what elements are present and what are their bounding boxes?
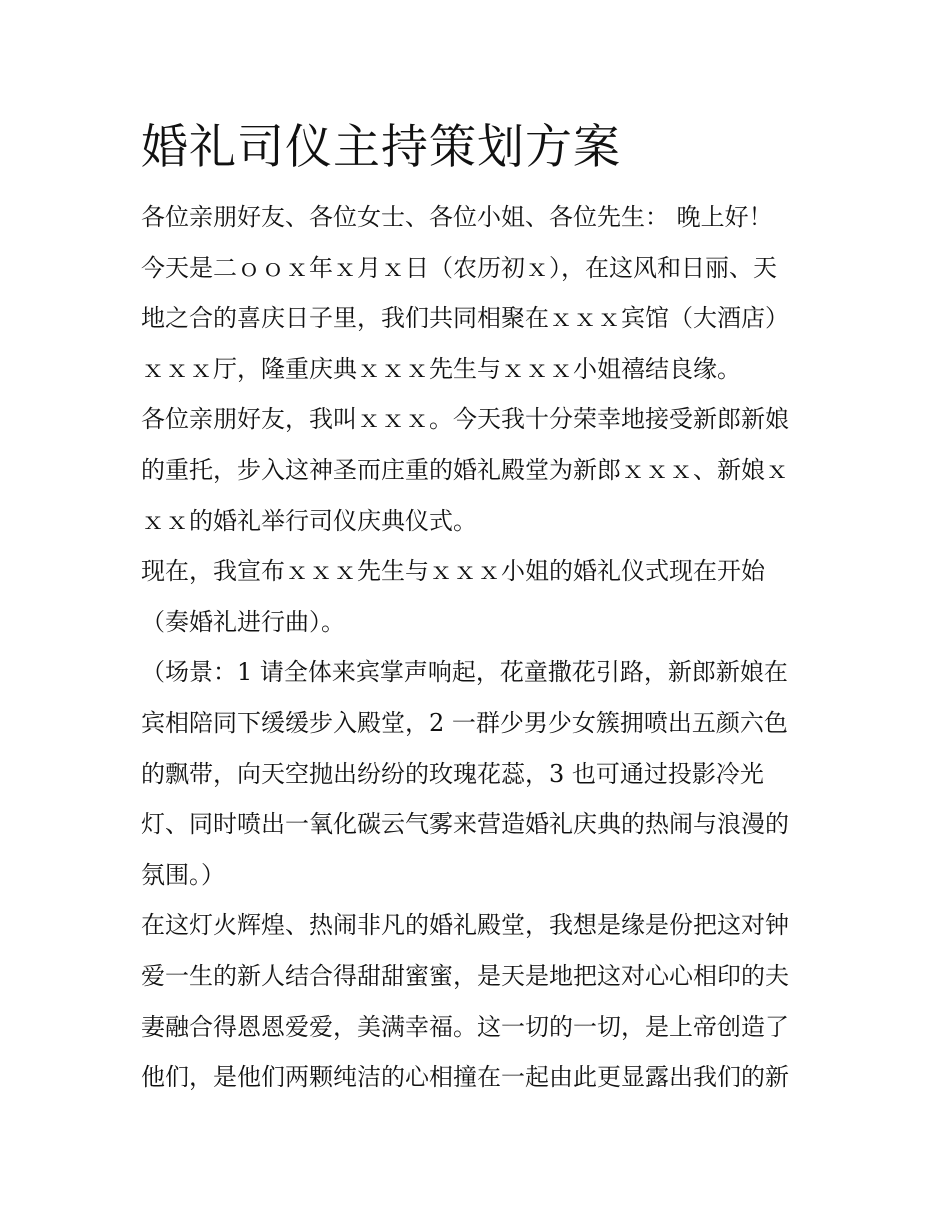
- body-line: 妻融合得恩恩爱爱，美满幸福。这一切的一切，是上帝创造了: [141, 1012, 789, 1041]
- body-line: 现在，我宣布ｘｘｘ先生与ｘｘｘ小姐的婚礼仪式现在开始: [141, 557, 765, 586]
- body-line: 宾相陪同下缓缓步入殿堂，2 一群少男少女簇拥喷出五颜六色: [141, 708, 788, 737]
- body-line: 地之合的喜庆日子里，我们共同相聚在ｘｘｘ宾馆（大酒店）: [141, 304, 789, 333]
- body-line: 他们，是他们两颗纯洁的心相撞在一起由此更显露出我们的新: [141, 1063, 789, 1092]
- body-line: 今天是二ｏｏｘ年ｘ月ｘ日（农历初ｘ），在这风和日丽、天: [141, 253, 777, 282]
- body-line: 各位亲朋好友、各位女士、各位小姐、各位先生： 晚上好！: [141, 203, 773, 231]
- body-line: 的飘带，向天空抛出纷纷的玫瑰花蕊，3 也可通过投影冷光: [141, 759, 764, 788]
- body-line: 灯、同时喷出一氧化碳云气雾来营造婚礼庆典的热闹与浪漫的: [141, 810, 789, 839]
- document-page: [141, 112, 821, 1103]
- body-line: 各位亲朋好友，我叫ｘｘｘ。今天我十分荣幸地接受新郎新娘: [141, 405, 789, 434]
- document-title: 婚礼司仪主持策划方案: [141, 120, 621, 175]
- body-line: ｘｘ的婚礼举行司仪庆典仪式。: [141, 506, 477, 535]
- body-line: 氛围。）: [141, 860, 225, 889]
- body-line: 爱一生的新人结合得甜甜蜜蜜，是天是地把这对心心相印的夫: [141, 961, 789, 990]
- body-line: （奏婚礼进行曲）。: [141, 607, 345, 636]
- body-line: （场景：1 请全体来宾掌声响起，花童撒花引路，新郎新娘在: [141, 658, 788, 687]
- body-line: ｘｘｘ厅，隆重庆典ｘｘｘ先生与ｘｘｘ小姐禧结良缘。: [141, 354, 741, 383]
- body-line: 的重托，步入这神圣而庄重的婚礼殿堂为新郎ｘｘｘ、新娘ｘ: [141, 455, 789, 484]
- document-body: [141, 192, 821, 1103]
- body-line: 在这灯火辉煌、热闹非凡的婚礼殿堂，我想是缘是份把这对钟: [141, 911, 789, 940]
